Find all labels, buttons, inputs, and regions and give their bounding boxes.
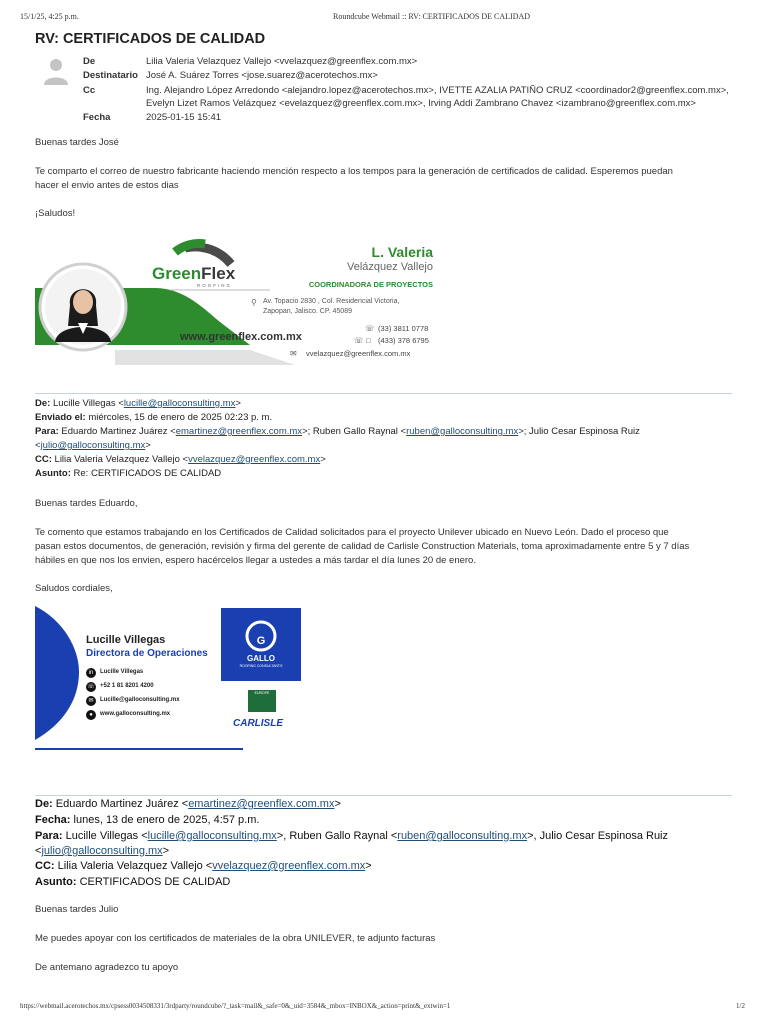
fwd2-from: De: Eduardo Martinez Juárez <emartinez@greenflex.com.mx> [35, 798, 341, 810]
mail-icon: ✉ [86, 696, 96, 706]
signature-website[interactable]: www.greenflex.com.mx [180, 331, 302, 343]
header-date-value: 2025-01-15 15:41 [146, 112, 222, 123]
header-date-label: Fecha [83, 112, 111, 123]
fwd1-to-email-1[interactable]: emartinez@greenflex.com.mx [175, 426, 303, 437]
header-cc-label: Cc [83, 85, 96, 96]
fwd2-date: Fecha: lunes, 13 de enero de 2025, 4:57 p.m. [35, 814, 260, 826]
body-line-1: Te comparto el correo de nuestro fabricante haciendo mención respecto a los tempos para la generación de certificados de calidad. Esperemos puedan [35, 166, 673, 177]
gallo-badge: EUROPE [254, 691, 270, 695]
fwd2-to-email-1[interactable]: lucille@galloconsulting.mx [147, 830, 277, 842]
signature-email[interactable]: vvelazquez@greenflex.com.mx [306, 349, 411, 358]
fwd2-to: Para: Lucille Villegas <lucille@galloconsulting.mx>, Ruben Gallo Raynal <ruben@galloconsulting.mx>, Julio Cesar Espinosa Ruiz [35, 830, 669, 842]
fwd1-cc-email[interactable]: vvelazquez@greenflex.com.mx [188, 454, 321, 465]
gallo-web[interactable]: www.galloconsulting.mx [100, 711, 171, 717]
fwd1-sent: Enviado el: miércoles, 15 de enero de 2025 02:23 p. m. [35, 412, 273, 423]
fwd2-cc: CC: Lilia Valeria Velazquez Vallejo <vvelazquez@greenflex.com.mx> [35, 860, 372, 872]
signature-address-2: Zapopan, Jalisco. CP. 45089 [263, 308, 352, 315]
header-cc-value-2[interactable]: Evelyn Lizet Ramos Velázquez <evelazquez@greenflex.com.mx>, Irving Addi Zambrano Chavez <izambrano@greenflex.com.mx> [146, 98, 696, 109]
fwd2-from-email[interactable]: emartinez@greenflex.com.mx [188, 798, 335, 810]
mail-icon: ✉ [290, 349, 297, 358]
gallo-signature-role: Directora de Operaciones [86, 648, 208, 659]
signature-name-first: L. Valeria [371, 244, 433, 260]
print-datetime: 15/1/25, 4:25 p.m. [20, 12, 79, 21]
gallo-signature-name: Lucille Villegas [86, 634, 166, 646]
fwd1-to-cont: <julio@galloconsulting.mx> [35, 440, 151, 451]
fwd2-cc-email[interactable]: vvelazquez@greenflex.com.mx [212, 860, 366, 872]
body-greeting: Buenas tardes José [35, 137, 119, 148]
fwd1-from: De: Lucille Villegas <lucille@galloconsulting.mx> [35, 398, 241, 409]
whatsapp-icon: ☏ [354, 336, 364, 345]
fwd1-paragraph-line-1: Te comento que estamos trabajando en los Certificados de Calidad solicitados para el proyecto Unilever ubicado en Nuevo León. Dado el proceso que [35, 527, 669, 538]
signature-name-last: Velázquez Vallejo [346, 261, 433, 273]
greenflex-logo-sub: ROOFING [197, 283, 232, 288]
phone-icon: ☏ [365, 324, 375, 333]
linkedin-icon: in [86, 668, 96, 678]
fwd2-to-cont: <julio@galloconsulting.mx> [35, 845, 170, 857]
message-subject: RV: CERTIFICADOS DE CALIDAD [35, 31, 266, 47]
fwd1-from-email[interactable]: lucille@galloconsulting.mx [123, 398, 236, 409]
fwd1-to: Para: Eduardo Martinez Juárez <emartinez@greenflex.com.mx>; Ruben Gallo Raynal <ruben@galloconsulting.mx>; Julio Cesar Espinosa Ruiz [35, 426, 640, 437]
body-line-2: hacer el envio antes de estos dias [35, 180, 179, 191]
fwd2-paragraph: Me puedes apoyar con los certificados de materiales de la obra UNILEVER, te adjunto facturas [35, 933, 436, 944]
carlisle-logo: CARLISLE [233, 718, 283, 729]
header-cc-value-1[interactable]: Ing. Alejandro López Arredondo <alejandro.lopez@acerotechos.mx>, IVETTE AZALIA PATIÑO CRUZ <coordinador2@greenflex.com.mx>, [146, 85, 729, 96]
signature-role: COORDINADORA DE PROYECTOS [308, 280, 433, 289]
forward-divider-1 [35, 393, 732, 394]
signature-address-1: Av. Topacio 2830 , Col. Residencial Victoria, [263, 298, 400, 305]
gallo-logo-sub: ROOFING CONSULTANTS [239, 664, 283, 668]
greenflex-logo: GreenFlex [152, 264, 236, 283]
signature-phone-2: (433) 378 6795 [378, 336, 429, 345]
fwd2-closing: De antemano agradezco tu apoyo [35, 962, 179, 973]
print-url: https://webmail.acerotechos.mx/cpsess0034508331/3rdparty/roundcube/?_task=mail&_safe=0&_uid=3584&_mbox=INBOX&_action=print&_extwin=1 [20, 1002, 451, 1010]
header-to-label: Destinatario [83, 70, 138, 81]
print-page-title: Roundcube Webmail :: RV: CERTIFICADOS DE CALIDAD [333, 12, 531, 21]
gallo-logo-letter: G [256, 635, 266, 647]
fwd2-greeting: Buenas tardes Julio [35, 904, 119, 915]
fwd1-subject: Asunto: Re: CERTIFICADOS DE CALIDAD [35, 468, 222, 479]
header-from-value[interactable]: Lilia Valeria Velazquez Vallejo <vvelazquez@greenflex.com.mx> [146, 56, 418, 67]
fwd2-subject: Asunto: CERTIFICADOS DE CALIDAD [35, 876, 231, 888]
gallo-signature [35, 606, 303, 751]
print-page-number: 1/2 [736, 1002, 745, 1010]
forward-divider-2 [35, 795, 732, 796]
header-to-value[interactable]: José A. Suárez Torres <jose.suarez@acerotechos.mx> [146, 70, 378, 81]
header-from-label: De [83, 56, 96, 67]
signature-phone-1: (33) 3811 0778 [378, 324, 429, 333]
gallo-signature-graphic [35, 606, 303, 751]
gallo-linkedin[interactable]: Lucille Villegas [100, 669, 144, 675]
gallo-email[interactable]: Lucille@galloconsulting.mx [100, 697, 180, 703]
gallo-logo-text: GALLO [247, 654, 275, 663]
gallo-phone: +52 1 81 8201 4200 [100, 683, 154, 689]
fwd1-greeting: Buenas tardes Eduardo, [35, 498, 138, 509]
globe-icon: ● [86, 710, 96, 720]
fwd2-to-email-2[interactable]: ruben@galloconsulting.mx [397, 830, 528, 842]
fwd2-to-email-3[interactable]: julio@galloconsulting.mx [41, 845, 163, 857]
fwd1-cc: CC: Lilia Valeria Velazquez Vallejo <vvelazquez@greenflex.com.mx> [35, 454, 326, 465]
location-icon: ⚲ [251, 298, 257, 307]
fwd1-paragraph-line-3: hábiles en que nos los envien, espero hacércelos llegar a ustedes a más tardar el día lunes 20 de enero. [35, 555, 476, 566]
fwd1-closing: Saludos cordiales, [35, 583, 113, 594]
body-closing: ¡Saludos! [35, 208, 76, 219]
mobile-icon: □ [366, 336, 371, 345]
fwd1-to-email-3[interactable]: julio@galloconsulting.mx [40, 440, 146, 451]
fwd1-to-email-2[interactable]: ruben@galloconsulting.mx [406, 426, 519, 437]
sender-avatar-icon [41, 56, 71, 86]
phone-icon: ☏ [87, 684, 95, 690]
fwd1-paragraph-line-2: pasan estos documentos, de generación, revisión y firma del gerente de calidad de Carlisle Construction Materials, toma aproximadamente entre 5 y 7 días [35, 541, 690, 552]
greenflex-signature [35, 230, 443, 370]
